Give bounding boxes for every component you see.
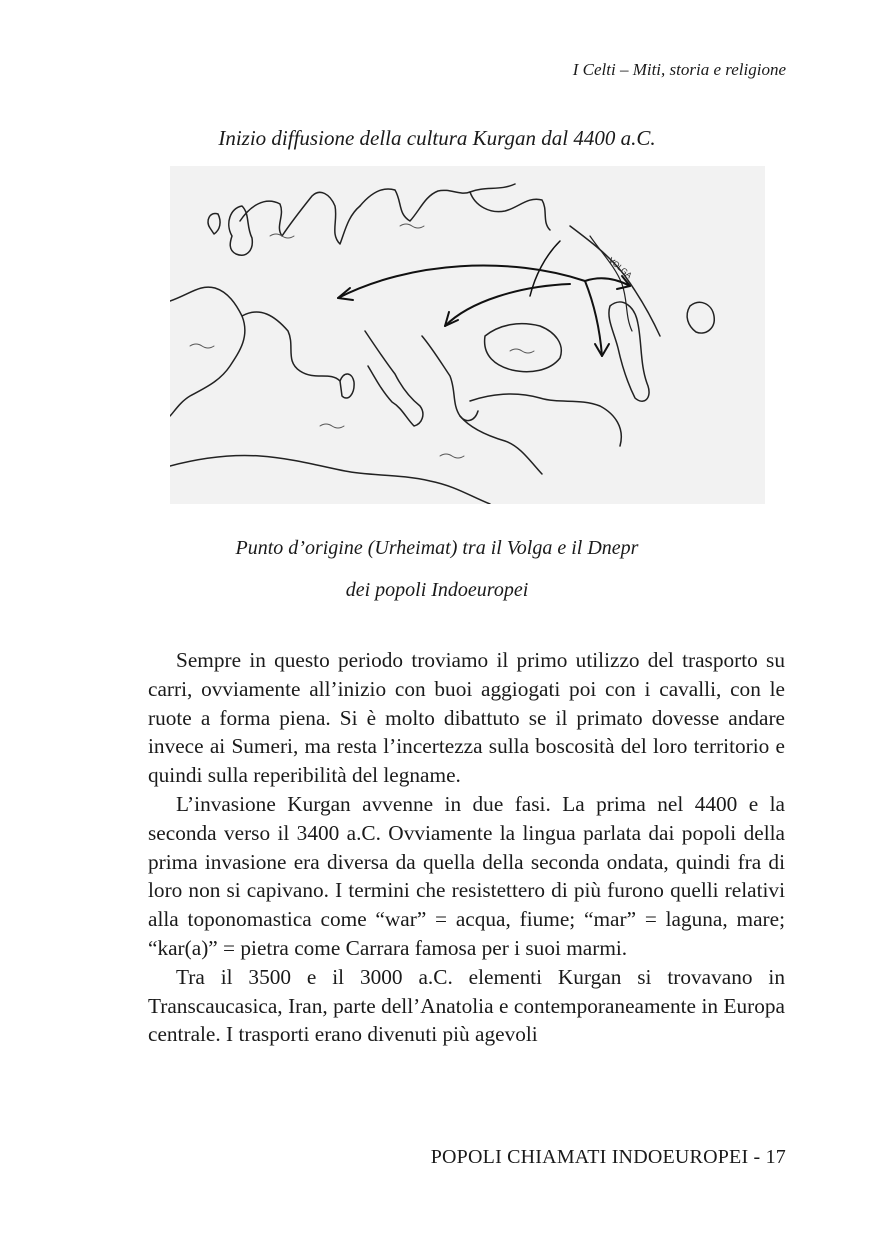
body-text <box>148 646 785 1049</box>
paragraph: L’invasione Kurgan avvenne in due fasi. La prima nel 4400 e la seconda verso il 3400 a.C. Ovviamente la lingua parlata dai popoli della prima invasione era diversa da quella della seconda ondata, quindi fra di loro non si capivano. I termini che resistettero di più furono quelli relativi alla toponomastica come “war” = acqua, fiume; “mar” = laguna, mare; “kar(a)” = pietra come Carrara famosa per i suoi marmi. <box>148 791 785 960</box>
volga-label: VOLGA <box>606 255 634 281</box>
page-footer: POPOLI CHIAMATI INDOEUROPEI - 17 <box>430 1146 786 1168</box>
paragraph: Tra il 3500 e il 3000 a.C. elementi Kurgan si trovavano in Transcaucasica, Iran, parte dell’Anatolia e contemporaneamente in Europa centrale. I trasporti erano divenuti più agevoli <box>148 964 785 1047</box>
figure-caption-line2: dei popoli Indoeuropei <box>345 579 529 601</box>
map-drawing <box>170 166 765 504</box>
kurgan-migration-map <box>170 166 765 504</box>
running-head: I Celti – Miti, storia e religione <box>572 60 786 79</box>
figure-title: Inizio diffusione della cultura Kurgan dal 4400 a.C. <box>218 126 656 150</box>
figure-caption-line1: Punto d’origine (Urheimat) tra il Volga e il Dnepr <box>235 537 639 559</box>
paragraph: Sempre in questo periodo troviamo il primo utilizzo del trasporto su carri, ovviamente all’inizio con buoi aggiogati poi con i cavalli, con le ruote a forma piena. Si è molto dibattuto se il primato dovesse andare invece ai Sumeri, ma resta l’incertezza sulla boscosità del loro territorio e quindi sulla reperibilità del legname. <box>148 648 785 788</box>
